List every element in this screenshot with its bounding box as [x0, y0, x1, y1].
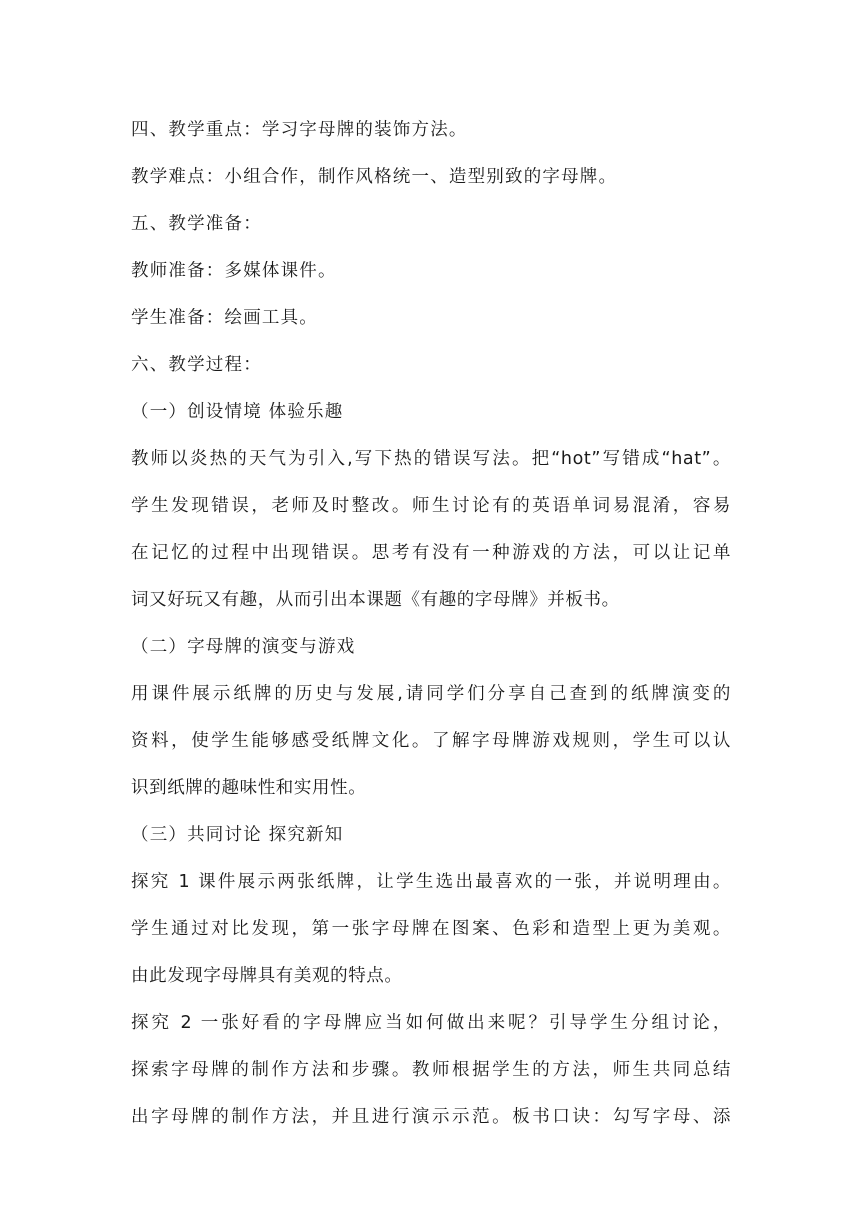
heading-teaching-process: 六、教学过程： [131, 355, 262, 375]
paragraph-line: 探究 2 一张好看的字母牌应当如何做出来呢？引导学生分组讨论， [131, 1013, 731, 1033]
paragraph-line: 资料，使学生能够感受纸牌文化。了解字母牌游戏规则，学生可以认 [131, 731, 731, 751]
paragraph-line: 探索字母牌的制作方法和步骤。教师根据学生的方法，师生共同总结 [131, 1060, 731, 1080]
paragraph-line: 探究 1 课件展示两张纸牌，让学生选出最喜欢的一张，并说明理由。 [131, 872, 731, 892]
paragraph-line: 词又好玩又有趣，从而引出本课题《有趣的字母牌》并板书。 [131, 590, 620, 610]
paragraph-line: 由此发现字母牌具有美观的特点。 [131, 966, 403, 986]
subheading-step-3: （三）共同讨论 探究新知 [131, 825, 344, 845]
heading-teaching-focus: 四、教学重点：学习字母牌的装饰方法。 [131, 120, 468, 140]
text-student-preparation: 学生准备：绘画工具。 [131, 308, 318, 328]
paragraph-line: 学生通过对比发现，第一张字母牌在图案、色彩和造型上更为美观。 [131, 919, 731, 939]
paragraph-line: 识到纸牌的趣味性和实用性。 [131, 778, 367, 798]
text-teaching-difficulty: 教学难点：小组合作，制作风格统一、造型别致的字母牌。 [131, 167, 618, 187]
document-page [131, 110, 731, 1144]
paragraph-line: 用课件展示纸牌的历史与发展,请同学们分享自己查到的纸牌演变的 [131, 684, 731, 704]
heading-teaching-preparation: 五、教学准备： [131, 214, 262, 234]
paragraph-line: 在记忆的过程中出现错误。思考有没有一种游戏的方法，可以让记单 [131, 543, 731, 563]
paragraph-line: 教师以炎热的天气为引入,写下热的错误写法。把“hot”写错成“hat”。 [131, 449, 731, 469]
subheading-step-1: （一）创设情境 体验乐趣 [131, 402, 344, 422]
paragraph-line: 学生发现错误，老师及时整改。师生讨论有的英语单词易混淆，容易 [131, 496, 731, 516]
paragraph-line: 出字母牌的制作方法，并且进行演示示范。板书口诀：勾写字母、添 [131, 1107, 731, 1127]
text-teacher-preparation: 教师准备：多媒体课件。 [131, 261, 337, 281]
subheading-step-2: （二）字母牌的演变与游戏 [131, 637, 356, 657]
